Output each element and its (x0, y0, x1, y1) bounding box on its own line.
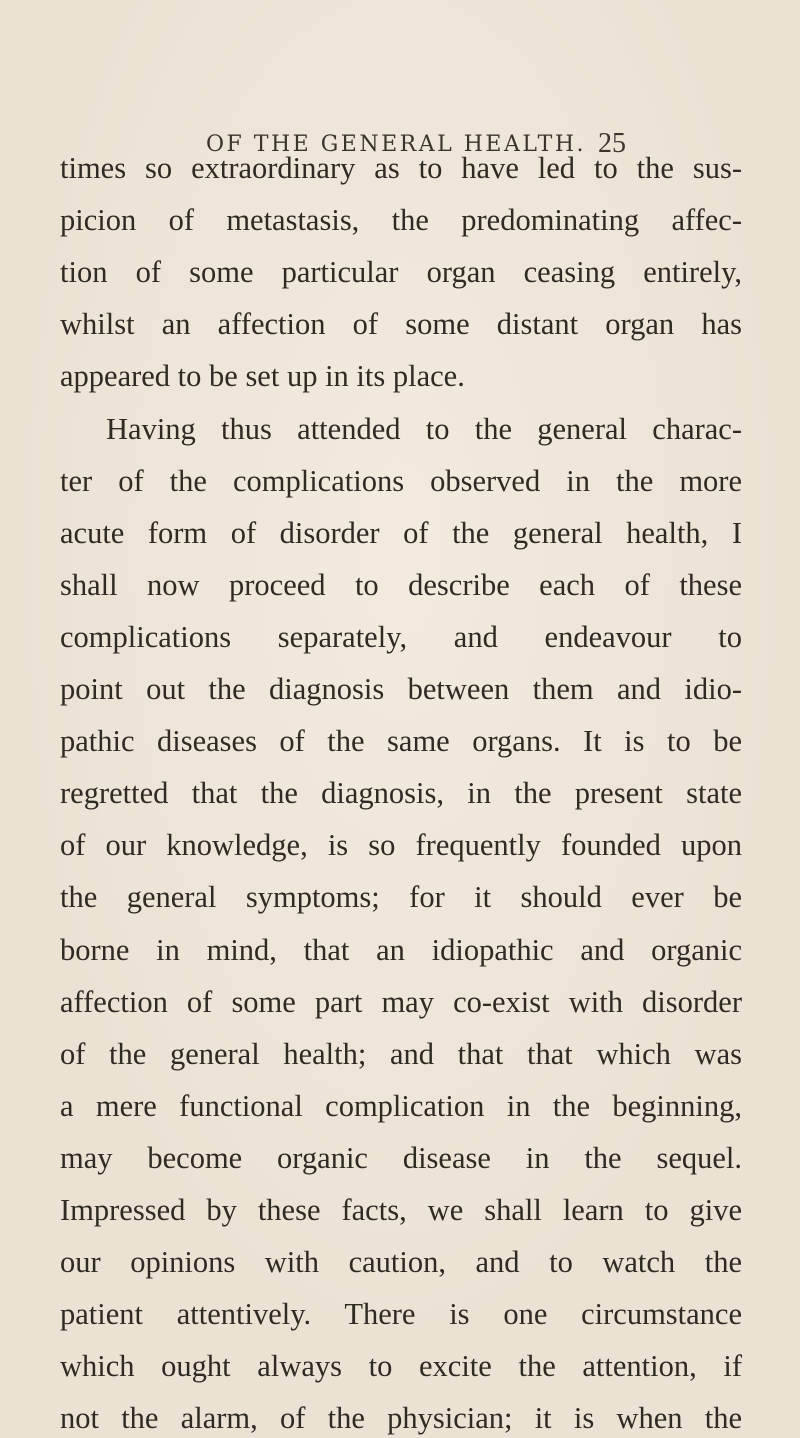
text-line: patient attentively. There is one circumstance (60, 1297, 742, 1332)
text-line: picion of metastasis, the predominating affec- (60, 203, 742, 238)
text-line: of our knowledge, is so frequently founded upon (60, 828, 742, 863)
text-line: ter of the complications observed in the more (60, 463, 742, 498)
page-number: 25 (598, 128, 626, 159)
text-line: the general symptoms; for it should ever be (60, 880, 742, 915)
text-line: our opinions with caution, and to watch the (60, 1245, 742, 1280)
text-line: whilst an affection of some distant organ has (60, 307, 742, 342)
text-line: which ought always to excite the attention, if (60, 1349, 742, 1384)
text-line: affection of some part may co-exist with disorder (60, 984, 742, 1019)
text-line: times so extraordinary as to have led to the sus- (60, 151, 742, 185)
text-line: point out the diagnosis between them and idio- (60, 672, 742, 706)
text-line: shall now proceed to describe each of these (60, 567, 742, 602)
text-line: tion of some particular organ ceasing entirely, (60, 255, 742, 290)
text-line: regretted that the diagnosis, in the present state (60, 776, 742, 811)
text-line: of the general health; and that that which was (60, 1036, 742, 1071)
text-line: borne in mind, that an idiopathic and organic (60, 932, 742, 967)
text-line: may become organic disease in the sequel. (60, 1140, 742, 1175)
running-head: OF THE GENERAL HEALTH. (206, 132, 587, 157)
text-line: pathic diseases of the same organs. It is to be (60, 724, 742, 759)
paragraph-first-line: Having thus attended to the general charac- (106, 411, 742, 446)
text-line: acute form of disorder of the general health, I (60, 515, 742, 550)
text-line: not the alarm, of the physician; it is when the (60, 1401, 742, 1436)
text-line: appeared to be set up in its place. (60, 359, 465, 394)
text-line: Impressed by these facts, we shall learn to give (60, 1193, 742, 1227)
text-line: complications separately, and endeavour to (60, 619, 742, 654)
text-line: a mere functional complication in the beginning, (60, 1088, 742, 1123)
